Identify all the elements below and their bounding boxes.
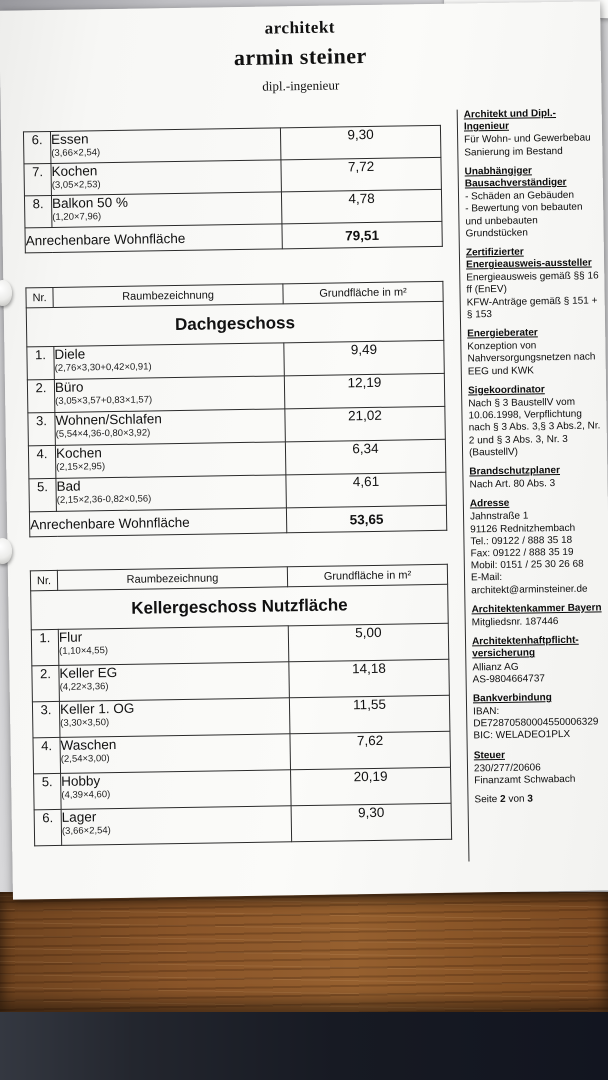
page-number-current: 2 (500, 794, 506, 806)
room-area: 21,02 (285, 406, 445, 442)
room-area: 11,55 (289, 695, 450, 734)
page-number-total: 3 (527, 793, 533, 805)
header-nr: Nr. (30, 570, 57, 590)
sidebar-line: Energieausweis gemäß §§ 16 ff (EnEV) (466, 270, 599, 296)
sidebar-line: Nach § 3 BaustellV vom 10.06.1998, Verpflichtung nach § 3 Abs. 3,§ 3 Abs.2, Nr. 2 und § 3 Abs. 3, Nr. 3 (BaustellV) (468, 396, 601, 459)
sidebar-heading: Sigekoordinator (467, 384, 545, 397)
sidebar-section-architekt (464, 107, 599, 159)
sidebar-line: Für Wohn- und Gewerbebau (464, 132, 591, 146)
sidebar-heading: Architektenkammer Bayern (471, 602, 602, 616)
row-number: 8. (24, 195, 51, 227)
sidebar-line: Konzeption von Nahversorgungsnetzen nach EEG und KWK (467, 340, 596, 378)
row-number: 3. (28, 412, 56, 445)
room-dims: (3,05×2,53) (51, 179, 101, 191)
room-dims: (4,22×3,36) (59, 681, 109, 693)
sidebar-iban: DE72870580004550006329 (473, 716, 599, 730)
sidebar-heading: Unabhängiger Bausachverständiger (464, 165, 567, 190)
table-dachgeschoss (25, 281, 447, 538)
total-row (29, 505, 446, 537)
sidebar-line: - Schäden an Gebäuden (464, 189, 575, 203)
room-name: Essen (50, 131, 89, 147)
letterhead-title: architekt (264, 17, 336, 38)
total-label: Anrechenbare Wohnfläche (25, 224, 282, 253)
total-row (25, 221, 442, 253)
room-dims: (2,76×3,30+0,42×0,91) (54, 361, 152, 374)
room-name: Kochen (51, 163, 98, 179)
header-grundflaeche: Grundfläche in m² (287, 564, 447, 587)
sidebar-section-bankverbindung (473, 691, 608, 743)
page-number-of: von (508, 793, 525, 806)
sidebar-heading: Energieberater (467, 327, 538, 340)
room-area: 12,19 (284, 373, 444, 409)
room-area: 5,00 (288, 623, 449, 662)
sidebar-section-adresse (470, 497, 606, 598)
room-area: 9,30 (280, 125, 440, 160)
room-area: 7,72 (281, 157, 441, 192)
sidebar-email: architekt@arminsteiner.de (471, 583, 588, 596)
sidebar-line: E-Mail: (470, 572, 503, 584)
room-cell (50, 128, 280, 164)
room-name: Keller EG (59, 665, 118, 681)
sidebar-line: 230/277/20606 (473, 762, 541, 775)
table-title: Kellergeschoss Nutzfläche (31, 584, 449, 630)
room-name: Keller 1. OG (59, 700, 135, 717)
sidebar-heading: Architekt und Dipl.-Ingenieur (463, 108, 557, 133)
room-cell (59, 662, 290, 702)
room-name: Waschen (60, 737, 117, 753)
sidebar-line: Allianz AG (472, 661, 519, 673)
sidebar-line: Fax: 09122 / 888 35 19 (470, 546, 574, 560)
room-area: 14,18 (289, 659, 450, 698)
room-dims: (5,54×4,36-0,80×3,92) (55, 427, 151, 440)
room-dims: (1,10×4,55) (59, 645, 109, 657)
room-name: Kochen (55, 445, 102, 461)
sidebar-section-energieausweis (466, 245, 601, 321)
table-title-row (31, 584, 449, 630)
table-kellergeschoss (30, 564, 452, 847)
sidebar-heading: Steuer (473, 749, 506, 762)
table-row (34, 803, 452, 846)
sidebar-section-architektenkammer (471, 602, 605, 629)
sidebar-line: Mitgliedsnr. 187446 (471, 616, 559, 629)
room-name: Flur (58, 629, 83, 645)
row-number: 4. (28, 445, 56, 478)
room-name: Diele (54, 346, 86, 362)
sidebar-line: Mobil: 0151 / 25 30 26 68 (470, 558, 584, 572)
room-dims: (2,15×2,36-0,82×0,56) (56, 493, 152, 506)
sidebar-section-sigekoordinator (468, 383, 603, 459)
sidebar-section-energieberater (467, 326, 602, 378)
sidebar-line: Jahnstraße 1 (469, 510, 529, 523)
room-cell (61, 770, 292, 810)
room-dims: (4,39×4,60) (61, 789, 111, 801)
sidebar-heading: Architektenhaftpflicht-versicherung (471, 634, 579, 660)
room-area: 4,61 (286, 472, 446, 508)
header-grundflaeche: Grundfläche in m² (283, 281, 443, 304)
room-cell (51, 160, 281, 196)
desk-shadow-area (0, 1012, 608, 1080)
room-cell (60, 734, 291, 774)
sidebar-line: Nach Art. 80 Abs. 3 (469, 478, 556, 491)
room-cell (55, 442, 285, 479)
room-area: 7,62 (290, 731, 451, 770)
room-dims: (3,05×3,57+0,83×1,57) (55, 394, 153, 407)
paper-page (0, 1, 608, 899)
row-number: 1. (31, 629, 59, 665)
sidebar-line: AS-9804664737 (472, 672, 545, 686)
sidebar-heading: Adresse (469, 498, 510, 510)
room-dims: (1,20×7,96) (52, 211, 102, 223)
sidebar-line: Tel.: 09122 / 888 35 18 (470, 534, 573, 548)
header-raumbezeichnung: Raumbezeichnung (57, 567, 287, 591)
room-area: 9,30 (291, 803, 452, 842)
room-cell (61, 806, 292, 846)
desk-wood (0, 892, 608, 1014)
table-title: Dachgeschoss (26, 301, 444, 347)
sidebar-line: 91126 Rednitzhembach (470, 522, 576, 536)
room-area: 4,78 (281, 189, 441, 224)
room-name: Balkon 50 % (51, 194, 129, 211)
row-number: 4. (33, 737, 61, 773)
room-name: Büro (54, 379, 84, 395)
row-number: 6. (23, 131, 50, 163)
room-cell (59, 698, 290, 738)
room-dims: (2,54×3,00) (60, 753, 110, 765)
row-number: 2. (27, 379, 55, 412)
total-value: 53,65 (286, 505, 446, 533)
row-number: 1. (27, 346, 55, 379)
room-dims: (3,30×3,50) (60, 717, 110, 729)
sidebar (464, 107, 608, 806)
sidebar-heading: Bankverbindung (472, 692, 552, 705)
room-name: Hobby (61, 773, 101, 789)
room-dims: (3,66×2,54) (51, 147, 101, 159)
room-dims: (2,15×2,95) (56, 461, 106, 473)
sidebar-heading: Brandschutzplaner (469, 464, 561, 478)
row-number: 5. (34, 773, 62, 809)
sidebar-line: - Bewertung von bebauten und unbebauten Grundstücken (465, 201, 583, 240)
sidebar-section-bausachverstaendiger (465, 164, 600, 240)
sidebar-section-haftpflicht (472, 634, 607, 686)
room-area: 20,19 (291, 767, 452, 806)
page-number-prefix: Seite (474, 794, 498, 806)
room-name: Wohnen/Schlafen (55, 411, 162, 428)
total-label: Anrechenbare Wohnfläche (29, 508, 286, 537)
sidebar-line: KFW-Anträge gemäß § 151 + § 153 (466, 295, 598, 321)
sidebar-bic: BIC: WELADEO1PLX (473, 729, 571, 742)
sidebar-section-brandschutzplaner (469, 464, 603, 491)
table-obergeschoss-continued (23, 125, 443, 254)
room-cell (54, 376, 284, 413)
page-number (474, 792, 608, 806)
row-number: 2. (32, 665, 60, 701)
sidebar-heading: Zertifizierter Energieausweis-aussteller (465, 246, 592, 271)
room-name: Bad (56, 478, 81, 494)
sidebar-line: IBAN: (473, 706, 500, 718)
room-cell (51, 192, 281, 228)
row-number: 5. (29, 478, 57, 511)
sidebar-line: Sanierung im Bestand (464, 145, 563, 159)
room-name: Lager (61, 809, 97, 825)
room-cell (58, 626, 289, 666)
sidebar-section-steuer (474, 748, 608, 788)
total-value: 79,51 (282, 221, 442, 249)
header-nr: Nr. (26, 287, 53, 307)
room-area: 6,34 (285, 439, 445, 475)
room-dims: (3,66×2,54) (61, 825, 111, 837)
header-raumbezeichnung: Raumbezeichnung (53, 284, 283, 308)
letterhead-subtitle: dipl.-ingenieur (262, 77, 340, 94)
sidebar-line: Finanzamt Schwabach (474, 773, 576, 787)
letterhead-name: armin steiner (233, 43, 367, 71)
row-number: 7. (24, 163, 51, 195)
room-cell (56, 475, 286, 512)
row-number: 6. (34, 809, 62, 845)
table-title-row (26, 301, 444, 347)
row-number: 3. (32, 701, 60, 737)
room-cell (55, 409, 285, 446)
room-cell (54, 343, 284, 380)
letterhead (0, 13, 601, 98)
room-area: 9,49 (284, 340, 444, 376)
